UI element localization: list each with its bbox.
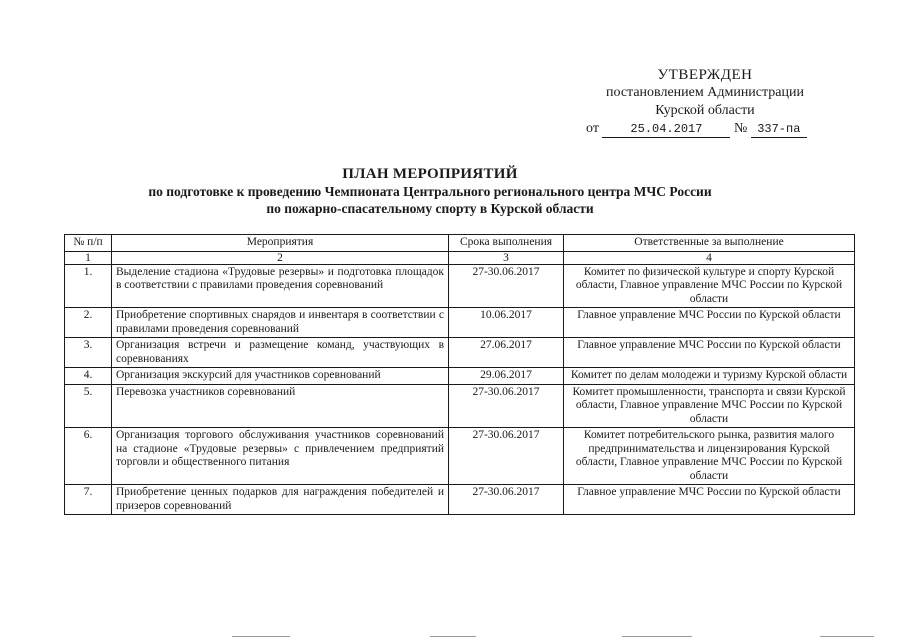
column-number-row <box>65 251 855 264</box>
row-date: 27-30.06.2017 <box>449 264 564 308</box>
approval-region: Курской области <box>655 103 755 118</box>
row-event: Организация встречи и размещение команд, участвующих в соревнованиях <box>112 338 449 368</box>
table-row <box>65 338 855 368</box>
number-prefix: № <box>733 121 748 136</box>
plan-subtitle-line2: по пожарно-спасательному спорту в Курской области <box>266 201 594 216</box>
column-number: 1 <box>65 251 112 264</box>
row-event: Организация торгового обслуживания участников соревнований на стадионе «Трудовые резервы» с привлечением предприятий торговли и общественного питания <box>112 428 449 485</box>
row-number: 3. <box>65 338 112 368</box>
approval-number: 337-па <box>751 121 807 138</box>
approval-block <box>570 66 840 138</box>
table-header-row <box>65 235 855 252</box>
row-event: Перевозка участников соревнований <box>112 384 449 428</box>
row-responsible: Главное управление МЧС России по Курской области <box>564 485 855 515</box>
scan-artifact <box>232 636 290 637</box>
scan-artifact <box>622 636 692 637</box>
plan-subtitle-line1: по подготовке к проведению Чемпионата Центрального регионального центра МЧС России <box>148 184 712 199</box>
plan-table <box>64 234 855 515</box>
approval-dateline <box>570 120 840 138</box>
row-number: 1. <box>65 264 112 308</box>
row-number: 5. <box>65 384 112 428</box>
row-event: Приобретение ценных подарков для награждения победителей и призеров соревнований <box>112 485 449 515</box>
row-responsible: Комитет потребительского рынка, развития малого предпринимательства и лицензирования Курской области, Главное управление МЧС России по Курской области <box>564 428 855 485</box>
table-row <box>65 368 855 385</box>
table-row <box>65 485 855 515</box>
row-number: 7. <box>65 485 112 515</box>
table-row <box>65 428 855 485</box>
row-responsible: Главное управление МЧС России по Курской области <box>564 308 855 338</box>
column-number: 4 <box>564 251 855 264</box>
row-date: 10.06.2017 <box>449 308 564 338</box>
row-number: 6. <box>65 428 112 485</box>
row-event: Приобретение спортивных снарядов и инвентаря в соответствии с правилами проведения соревнований <box>112 308 449 338</box>
row-responsible: Комитет по делам молодежи и туризму Курской области <box>564 368 855 385</box>
plan-title: ПЛАН МЕРОПРИЯТИЙ <box>342 166 518 182</box>
row-date: 27-30.06.2017 <box>449 485 564 515</box>
row-date: 27-30.06.2017 <box>449 428 564 485</box>
approval-issuer: постановлением Администрации <box>606 85 804 100</box>
row-responsible: Комитет по физической культуре и спорту Курской области, Главное управление МЧС России по Курской области <box>564 264 855 308</box>
row-responsible: Главное управление МЧС России по Курской области <box>564 338 855 368</box>
row-event: Организация экскурсий для участников соревнований <box>112 368 449 385</box>
column-number: 2 <box>112 251 449 264</box>
approval-title: УТВЕРЖДЕН <box>657 67 753 83</box>
row-date: 27.06.2017 <box>449 338 564 368</box>
column-number: 3 <box>449 251 564 264</box>
row-event: Выделение стадиона «Трудовые резервы» и подготовка площадок в соответствии с правилами проведения соревнований <box>112 264 449 308</box>
row-responsible: Комитет промышленности, транспорта и связи Курской области, Главное управление МЧС России по Курской области <box>564 384 855 428</box>
header-event: Мероприятия <box>112 235 449 252</box>
row-date: 29.06.2017 <box>449 368 564 385</box>
header-num: № п/п <box>65 235 112 252</box>
scan-artifact <box>430 636 476 637</box>
plan-heading <box>100 166 760 217</box>
table-row <box>65 308 855 338</box>
approval-date: 25.04.2017 <box>602 121 730 138</box>
row-number: 4. <box>65 368 112 385</box>
table-row <box>65 384 855 428</box>
header-responsible: Ответственные за выполнение <box>564 235 855 252</box>
row-date: 27-30.06.2017 <box>449 384 564 428</box>
table-row <box>65 264 855 308</box>
header-date: Срока выполнения <box>449 235 564 252</box>
date-prefix: от <box>586 121 599 136</box>
scan-artifact <box>820 636 874 637</box>
row-number: 2. <box>65 308 112 338</box>
